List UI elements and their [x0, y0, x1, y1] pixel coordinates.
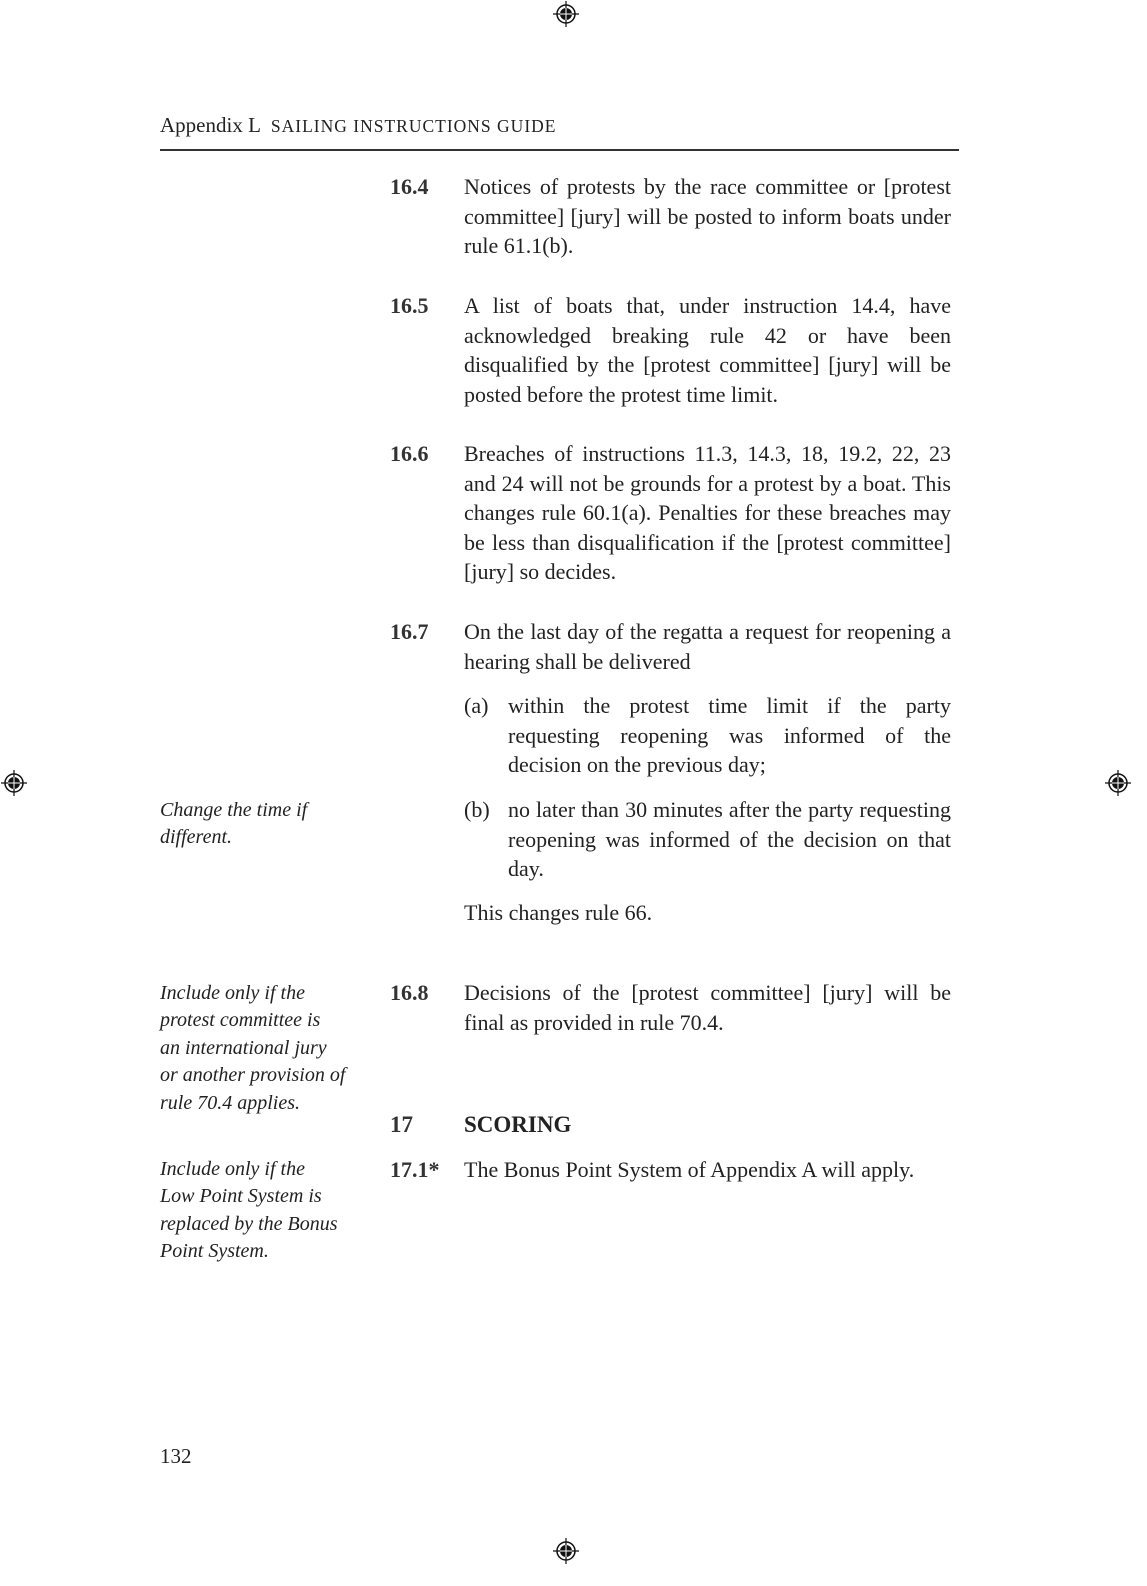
note-line: Point System.	[160, 1240, 269, 1263]
section-text: Decisions of the [protest committee] [jury] will be final as provided in rule 70.4.	[464, 980, 951, 1035]
section-text: The Bonus Point System of Appendix A will apply.	[464, 1157, 915, 1182]
margin-note	[160, 1156, 365, 1266]
note-line: rule 70.4 applies.	[160, 1091, 300, 1114]
section-heading: SCORING	[464, 1112, 572, 1137]
note-line: Include only if the	[160, 1158, 305, 1180]
note-line: an international jury	[160, 1036, 327, 1059]
section-number: 16.7	[390, 619, 429, 644]
section-text: A list of boats that, under instruction 14.4, have acknowledged breaking rule 42 or have been disqualified by the [protest committee] [jury] will be posted before the protest time limit.	[464, 293, 951, 407]
note-line: Low Point System is	[160, 1185, 322, 1208]
section-number: 16.6	[390, 441, 429, 466]
margin-note	[160, 797, 365, 852]
registration-mark-icon	[1105, 770, 1131, 796]
subitem-text: within the protest time limit if the party requesting reopening was informed of the decision on the previous day;	[508, 693, 951, 778]
section-text: Notices of protests by the race committee or [protest committee] [jury] will be posted to inform boats under rule 61.1(b).	[464, 174, 951, 259]
appendix-label: Appendix L	[160, 113, 261, 137]
subitem-text: no later than 30 minutes after the party requesting reopening was informed of the decision on that day.	[508, 797, 951, 882]
registration-mark-icon	[553, 1538, 579, 1564]
subitem-label: (a)	[464, 693, 489, 718]
note-line: different.	[160, 826, 233, 849]
note-line: or another provision of	[160, 1064, 346, 1087]
note-line: replaced by the Bonus	[160, 1212, 338, 1235]
section-text: On the last day of the regatta a request for reopening a hearing shall be delivered	[464, 619, 951, 674]
section-closing-text: This changes rule 66.	[464, 900, 653, 925]
section-number: 16.8	[390, 980, 429, 1005]
section-number: 17.1*	[390, 1157, 440, 1182]
note-line: Include only if the	[160, 982, 305, 1004]
section-number: 16.5	[390, 293, 429, 318]
heading-number: 17	[390, 1112, 413, 1137]
section-number: 16.4	[390, 174, 429, 199]
section-text: Breaches of instructions 11.3, 14.3, 18, 19.2, 22, 23 and 24 will not be grounds for a protest by a boat. This changes rule 60.1(a). Penalties for these breaches may be less than disqualification if the [protest committee] [jury] so decides.	[464, 441, 951, 585]
note-line: protest committee is	[160, 1009, 321, 1032]
header-rule	[160, 149, 959, 151]
margin-note	[160, 980, 365, 1117]
subitem-label: (b)	[464, 797, 490, 822]
header-title: SAILING INSTRUCTIONS GUIDE	[270, 116, 557, 136]
registration-mark-icon	[1, 770, 27, 796]
note-line: Change the time if	[160, 799, 308, 821]
running-header	[160, 113, 556, 138]
page-number: 132	[160, 1444, 192, 1468]
registration-mark-icon	[553, 1, 579, 27]
